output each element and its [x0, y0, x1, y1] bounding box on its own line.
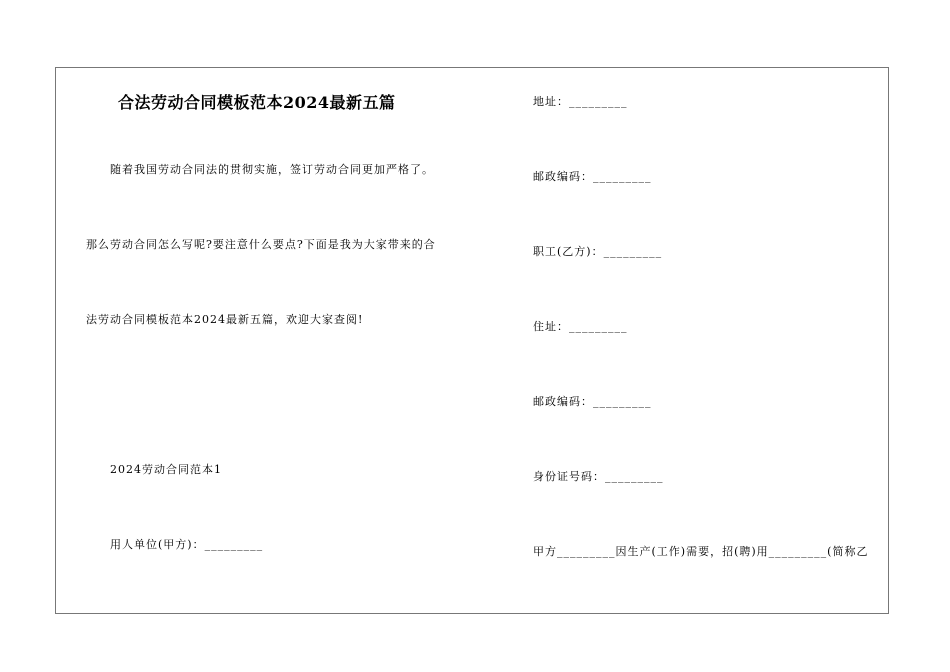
document-title: 合法劳动合同模板范本2024最新五篇: [118, 93, 396, 112]
employee-postcode-field: 邮政编码：_________: [533, 395, 652, 408]
section-heading: 2024劳动合同范本1: [110, 463, 222, 476]
intro-paragraph-line-3: 法劳动合同模板范本2024最新五篇，欢迎大家查阅!: [86, 313, 364, 326]
document-page: [55, 67, 889, 614]
contract-clause-line: 甲方_________因生产(工作)需要，招(聘)用_________(简称乙: [533, 545, 869, 558]
employer-field: 用人单位(甲方)：_________: [110, 538, 264, 551]
id-number-field: 身份证号码：_________: [533, 470, 664, 483]
intro-paragraph-line-2: 那么劳动合同怎么写呢?要注意什么要点?下面是我为大家带来的合: [86, 238, 436, 251]
employee-field: 职工(乙方)：_________: [533, 245, 663, 258]
employee-address-field: 住址：_________: [533, 320, 628, 333]
employer-postcode-field: 邮政编码：_________: [533, 170, 652, 183]
intro-paragraph-line-1: 随着我国劳动合同法的贯彻实施，签订劳动合同更加严格了。: [110, 163, 434, 176]
employer-address-field: 地址：_________: [533, 95, 628, 108]
